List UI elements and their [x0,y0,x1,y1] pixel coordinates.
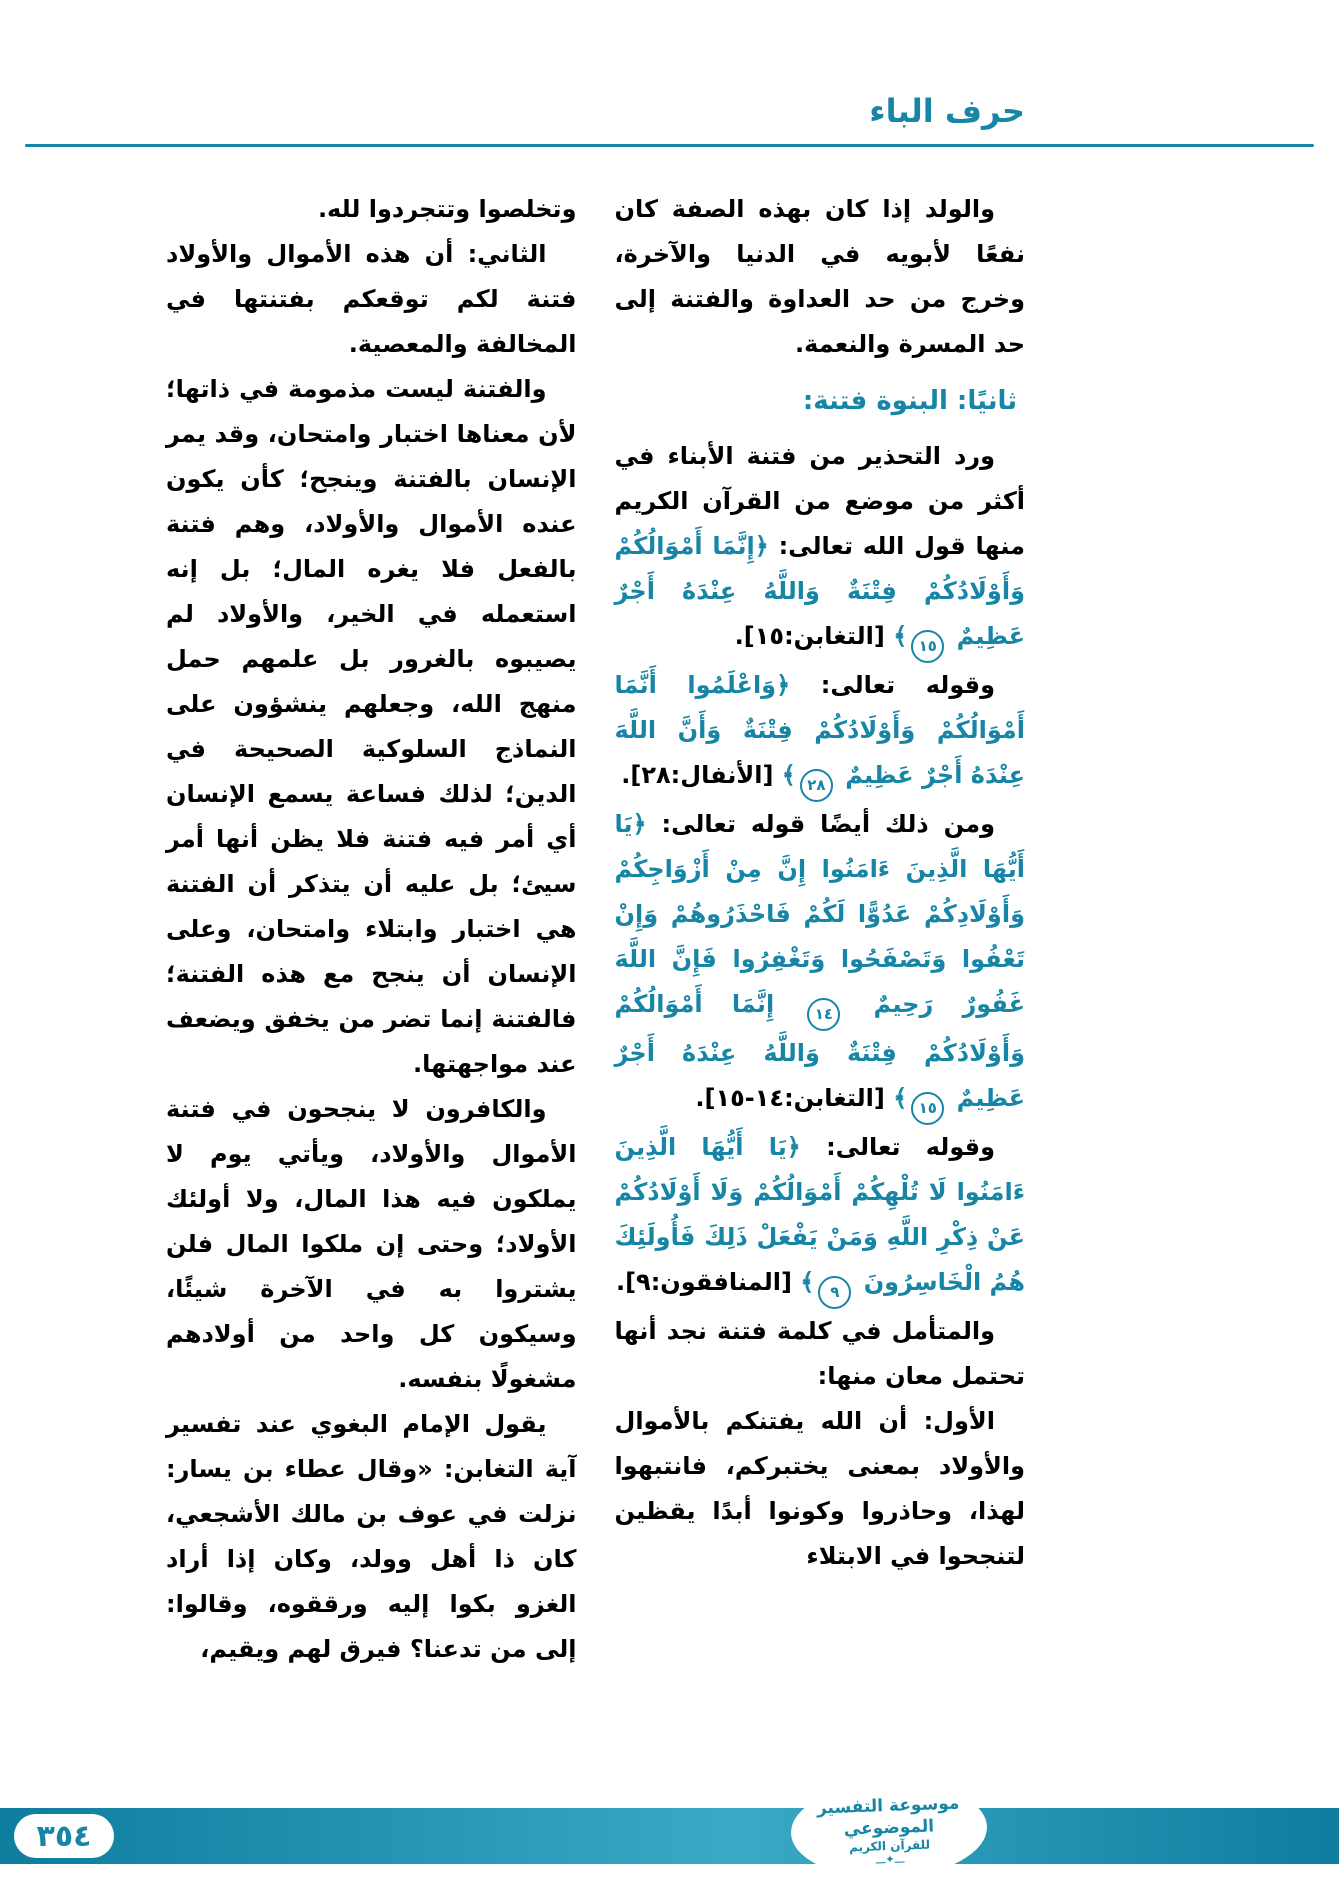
ayah-number-badge: ٢٨ [800,769,833,802]
seal-title: موسوعة التفسير الموضوعي [816,1793,960,1840]
paragraph [615,663,1026,802]
paragraph [166,232,577,367]
body-text: والفتنة ليست مذمومة في ذاتها؛ لأن معناها اختبار وامتحان، وقد يمر الإنسان بالفتنة وينجح؛ كأن يكون عنده الأموال والأولاد، وهم فتنة بالفعل فلا يغره المال؛ بل إنه استعمله في الخير، والأولاد لم يصيبوه بالغرور بل علمهم حمل منهج الله، وجعلهم ينشؤون على النماذج السلوكية الصحيحة في الدين؛ لذلك فساعة يسمع الإنسان أي أمر فيه فتنة فلا يظن أنها أمر سيئ؛ بل عليه أن يتذكر أن الفتنة هي اختبار وابتلاء وامتحان، وعلى الإنسان أن ينجح مع هذه الفتنة؛ فالفتنة إنما تضر من يخفق ويضعف عند مواجهتها. [166,375,577,1079]
paragraph [166,1402,577,1672]
body-text: [الأنفال:٢٨]. [621,761,782,790]
body-text: وتخلصوا وتتجردوا لله. [317,195,577,224]
quran-verse: ﴿إِنَّمَا أَمْوَالُكُمْ وَأَوْلَادُكُمْ فِتْنَةٌ وَاللَّهُ عِنْدَهُ أَجْرٌ عَظِيمٌ [614,532,1025,651]
paragraph [166,367,577,1087]
column-right [615,187,1026,1579]
paragraph [615,187,1026,367]
quran-verse: ﴾ [800,1268,815,1297]
body-text: ورد التحذير من فتنة الأبناء في أكثر من موضع من القرآن الكريم منها قول الله تعالى: [614,442,1025,561]
body-text: ومن ذلك أيضًا قوله تعالى: [646,810,995,839]
body-text: [التغابن:١٤-١٥]. [695,1084,894,1113]
seal-flourish-ornament: ـــ✦ـــ [875,1852,905,1867]
body-text: وقوله تعالى: [800,1133,995,1162]
column-left [166,187,577,1672]
paragraph [615,434,1026,663]
body-text: [التغابن:١٥]. [734,622,894,651]
paragraph [615,1399,1026,1579]
body-text: [المنافقون:٩]. [615,1268,801,1297]
quran-verse: ﴿وَاعْلَمُوا أَنَّمَا أَمْوَالُكُمْ وَأَوْلَادُكُمْ فِتْنَةٌ وَأَنَّ اللَّهَ عِنْدَهُ أَجْرٌ عَظِيمٌ [614,671,1025,790]
section-heading: ثانيًا: البنوة فتنة: [802,386,1017,417]
seal-subtitle: للقرآن الكريم [848,1837,931,1855]
header-rule [25,144,1314,147]
page-number-badge: ٣٥٤ [14,1814,114,1858]
paragraph [615,1125,1026,1309]
paragraph [615,802,1026,1125]
quran-verse: ﴾ [893,622,908,651]
quran-verse: ﴾ [893,1084,908,1113]
page-header [0,0,1339,147]
body-text: والمتأمل في كلمة فتنة نجد أنها تحتمل معان منها: [614,1317,1025,1391]
paragraph [166,1087,577,1402]
quran-verse: ﴿يَا أَيُّهَا الَّذِينَ ءَامَنُوا إِنَّ مِنْ أَزْوَاجِكُمْ وَأَوْلَادِكُمْ عَدُوًّا لَكُمْ فَاحْذَرُوهُمْ وَإِنْ تَعْفُوا وَتَصْفَحُوا وَتَغْفِرُوا فَإِنَّ اللَّهَ غَفُورٌ رَحِيمٌ [614,810,1025,1019]
body-text: والكافرون لا ينجحون في فتنة الأموال والأولاد، ويأتي يوم لا يملكون فيه هذا المال، ولا أولئك الأولاد؛ وحتى إن ملكوا المال فلن يشتروا به في الآخرة شيئًا، وسيكون كل واحد من أولادهم مشغولًا بنفسه. [166,1095,577,1394]
body-text: والولد إذا كان بهذه الصفة كان نفعًا لأبويه في الدنيا والآخرة، وخرج من حد العداوة والفتنة إلى حد المسرة والنعمة. [614,195,1025,359]
paragraph [615,1309,1026,1399]
page-body [166,187,1025,1672]
paragraph [166,187,577,232]
body-text: أن هذه الأموال والأولاد فتنة لكم توقعكم بفتنتها في المخالفة والمعصية. [166,240,577,359]
ayah-number-badge: ٩ [818,1276,851,1309]
lead-word: الأول: [923,1407,995,1436]
lead-word: الثاني: [467,240,547,269]
footer-bar [0,1808,1339,1867]
body-text: يقول الإمام البغوي عند تفسير آية التغابن: «وقال عطاء بن يسار: نزلت في عوف بن مالك الأشجعي، كان ذا أهل وولد، وكان إذا أراد الغزو بكوا إليه ورققوه، وقالوا: إلى من تدعنا؟ فيرق لهم ويقيم، [166,1410,577,1664]
ayah-number-badge: ١٤ [807,998,840,1031]
body-text: وقوله تعالى: [790,671,995,700]
ayah-number-badge: ١٥ [911,630,944,663]
chapter-title: حرف الباء [869,92,1025,130]
ayah-number-badge: ١٥ [911,1092,944,1125]
quran-verse: ﴾ [781,761,796,790]
body-text: أن الله يفتنكم بالأموال والأولاد بمعنى يختبركم، فانتبهوا لهذا، وحاذروا وكونوا أبدًا يقظين لتنجحوا في الابتلاء [614,1407,1025,1571]
quran-verse: إِنَّمَا أَمْوَالُكُمْ وَأَوْلَادُكُمْ فِتْنَةٌ وَاللَّهُ عِنْدَهُ أَجْرٌ عَظِيمٌ [614,990,1025,1113]
quran-verse: ﴿يَا أَيُّهَا الَّذِينَ ءَامَنُوا لَا تُلْهِكُمْ أَمْوَالُكُمْ وَلَا أَوْلَادُكُمْ عَنْ ذِكْرِ اللَّهِ وَمَنْ يَفْعَلْ ذَلِكَ فَأُولَئِكَ هُمُ الْخَاسِرُونَ [614,1133,1025,1297]
publisher-seal [789,1779,988,1882]
